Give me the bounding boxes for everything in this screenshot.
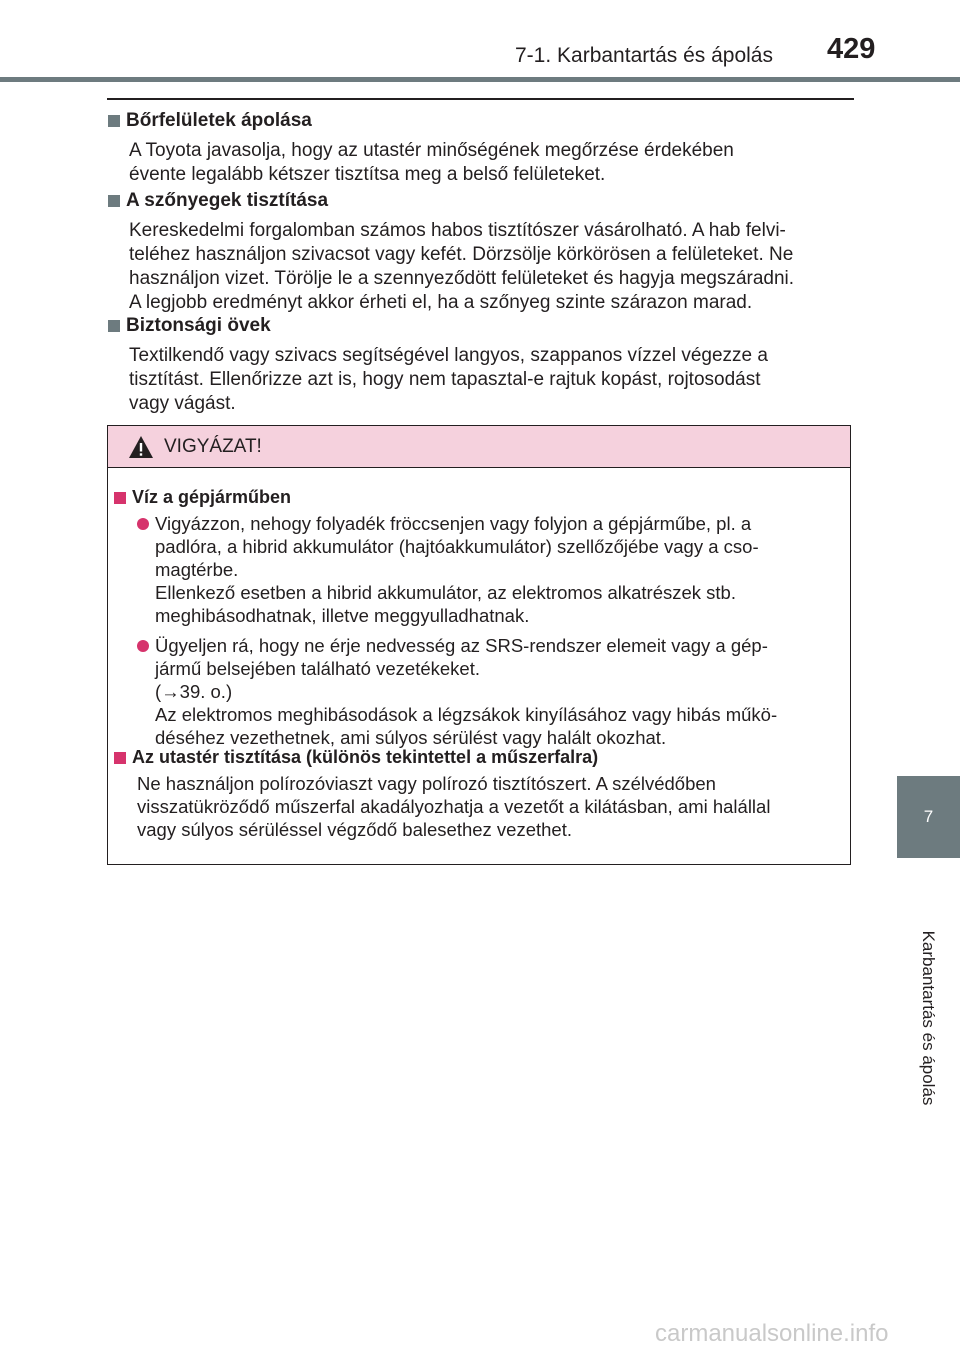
section-seatbelts (108, 314, 846, 416)
warning-section-water (114, 486, 846, 749)
section-heading: Biztonsági övek (108, 314, 846, 338)
section-body: Textilkendő vagy szivacs segítségével langyos, szappanos vízzel végezze a tisztítást. Ellenőrizze azt is, hogy nem tapasztal-e rajtuk kopást, rojtosodást vagy vágást. (129, 345, 768, 414)
section-heading: Bőrfelületek ápolása (108, 109, 846, 133)
warning-section-interior (114, 746, 846, 841)
section-heading: A szőnyegek tisztítása (108, 189, 846, 213)
warning-section-heading: Víz a gépjárműben (114, 486, 846, 509)
square-bullet-icon (114, 752, 126, 764)
warning-header (108, 426, 850, 468)
square-bullet-icon (108, 195, 120, 207)
warning-triangle-icon (128, 435, 154, 459)
list-item: Ügyeljen rá, hogy ne érje nedvesség az SRS-rendszer elemeit vagy a gép- jármű belsejében található vezetékeket. (→39. o.) Az elektromos meghibásodások a légzsákok kinyílásához vagy hibás műkö- déséhez vezethetnek, ami súlyos sérülést vagy halált okozhat. (137, 634, 846, 749)
warning-title: VIGYÁZAT! (164, 435, 262, 457)
page-number: 429 (827, 33, 876, 65)
chapter-tab-label: Karbantartás és ápolás (919, 930, 938, 1106)
section-carpets (108, 189, 846, 315)
content-top-rule (107, 98, 854, 100)
warning-box (107, 425, 851, 865)
warning-section-heading: Az utastér tisztítása (különös tekintettel a műszerfalra) (114, 746, 846, 769)
list-item: Vigyázzon, nehogy folyadék fröccsenjen vagy folyjon a gépjárműbe, pl. a padlóra, a hibrid akkumulátor (hajtóakkumulátor) szellőzőjébe vagy a cso- magtérbe. Ellenkező esetben a hibrid akkumulátor, az elektromos alkatrészek stb. meghibásodhatnak, illetve meggyulladhatnak. (137, 512, 846, 627)
page-reference-link[interactable]: (→39. o.) (155, 681, 233, 702)
header-rule (0, 77, 960, 82)
square-bullet-icon (108, 320, 120, 332)
section-leather (108, 109, 846, 187)
warning-section-body: Ne használjon polírozóviaszt vagy polírozó tisztítószert. A szélvédőben visszatükröződő műszerfal akadályozhatja a vezetőt a kilátásban, ami halállal vagy súlyos sérüléssel végződő balesethez vezethet. (137, 773, 771, 840)
chapter-title: 7-1. Karbantartás és ápolás (515, 44, 773, 67)
round-bullet-icon (137, 640, 149, 652)
square-bullet-icon (108, 115, 120, 127)
square-bullet-icon (114, 492, 126, 504)
section-body: A Toyota javasolja, hogy az utastér minőségének megőrzése érdekében évente legalább kétszer tisztítsa meg a belső felületeket. (129, 140, 734, 185)
watermark: carmanualsonline.info (655, 1320, 889, 1347)
round-bullet-icon (137, 518, 149, 530)
chapter-tab[interactable]: 7 (897, 776, 960, 858)
section-body: Kereskedelmi forgalomban számos habos tisztítószer vásárolható. A hab felvi- teléhez használjon szivacsot vagy kefét. Dörzsölje körkörösen a felületeket. Ne használjon vizet. Törölje le a szennyeződött felületeket és hagyja megszáradni. A legjobb eredményt akkor érheti el, ha a szőnyeg szinte szárazon marad. (129, 220, 795, 313)
